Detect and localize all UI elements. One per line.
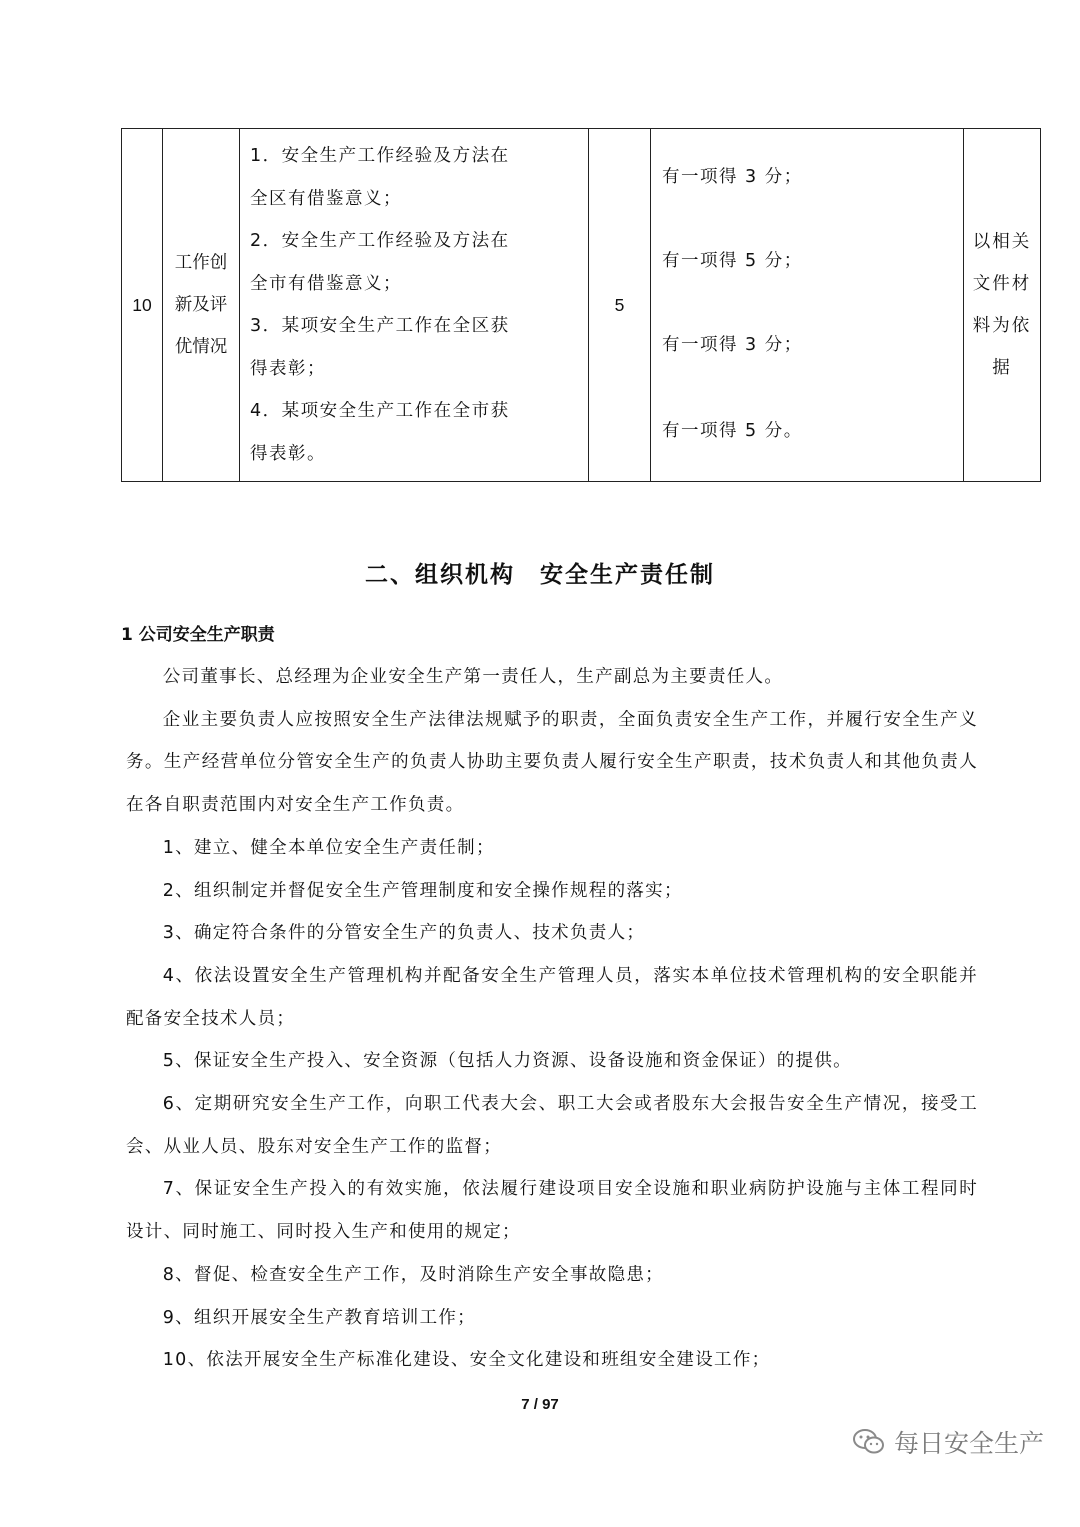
list-item: 7、保证安全生产投入的有效实施，依法履行建设项目安全设施和职业病防护设施与主体工程同时设计、同时施工、同时投入生产和使用的规定； <box>126 1179 978 1243</box>
paragraph: 公司董事长、总经理为企业安全生产第一责任人，生产副总为主要责任人。 <box>162 667 784 687</box>
list-item: 3、确定符合条件的分管安全生产的负责人、技术负责人； <box>162 923 646 944</box>
watermark <box>852 1424 1044 1460</box>
item-name <box>163 129 240 482</box>
basis-line: 文件材 <box>972 274 1032 294</box>
scoring-rule: 有一项得 5 分。 <box>662 421 803 441</box>
scoring-rule: 有一项得 5 分； <box>662 251 803 271</box>
list-item: 5、保证安全生产投入、安全资源（包括人力资源、设备设施和资金保证）的提供。 <box>162 1051 852 1072</box>
criteria-line: 全市有借鉴意义； <box>250 273 402 294</box>
scoring-rule: 有一项得 3 分； <box>662 167 803 187</box>
item-line: 工作创 <box>174 253 228 273</box>
subsection-title: 1 公司安全生产职责 <box>121 625 275 645</box>
scoring-table <box>121 128 1041 482</box>
criteria-line: 全区有借鉴意义； <box>250 188 402 209</box>
scoring-rules-cell <box>651 129 964 482</box>
criteria-line: 4．某项安全生产工作在全市获 <box>250 401 510 421</box>
scoring-rule: 有一项得 3 分； <box>662 335 803 355</box>
basis-line: 据 <box>992 358 1012 378</box>
criteria-cell <box>240 129 589 482</box>
criteria-line: 得表彰； <box>250 358 326 379</box>
points-cell: 5 <box>589 129 651 482</box>
criteria-line: 3．某项安全生产工作在全区获 <box>250 316 510 336</box>
basis-line: 以相关 <box>972 232 1032 252</box>
criteria-line: 得表彰。 <box>250 443 326 464</box>
row-number: 10 <box>122 129 163 482</box>
table-row <box>122 129 1041 482</box>
paragraph: 企业主要负责人应按照安全生产法律法规赋予的职责，全面负责安全生产工作，并履行安全生产义务。生产经营单位分管安全生产的负责人协助主要负责人履行安全生产职责，技术负责人和其他负责人在各自职责范围内对安全生产工作负责。 <box>126 709 978 816</box>
list-item: 9、组织开展安全生产教育培训工作； <box>162 1307 476 1328</box>
basis-line: 料为依 <box>972 316 1032 336</box>
list-item: 10、依法开展安全生产标准化建设、安全文化建设和班组安全建设工作； <box>162 1350 771 1371</box>
list-item: 4、依法设置安全生产管理机构并配备安全生产管理人员，落实本单位技术管理机构的安全职能并配备安全技术人员； <box>126 965 978 1029</box>
item-line: 新及评 <box>174 295 228 315</box>
basis-cell <box>964 129 1041 482</box>
list-item: 8、督促、检查安全生产工作，及时消除生产安全事故隐患； <box>162 1264 664 1285</box>
list-item: 6、定期研究安全生产工作，向职工代表大会、职工大会或者股东大会报告安全生产情况，接受工会、从业人员、股东对安全生产工作的监督； <box>126 1094 978 1157</box>
page-number: 7 / 97 <box>521 1396 559 1413</box>
section-title: 二、组织机构 安全生产责任制 <box>365 562 715 588</box>
list-item: 2、组织制定并督促安全生产管理制度和安全操作规程的落实； <box>162 880 683 901</box>
watermark-text: 每日安全生产 <box>893 1429 1044 1458</box>
criteria-line: 2．安全生产工作经验及方法在 <box>250 231 510 251</box>
criteria-line: 1．安全生产工作经验及方法在 <box>250 146 510 166</box>
item-line: 优情况 <box>174 337 228 357</box>
list-item: 1、建立、健全本单位安全生产责任制； <box>162 837 495 858</box>
body-text <box>126 656 978 1382</box>
wechat-icon <box>852 1427 886 1457</box>
